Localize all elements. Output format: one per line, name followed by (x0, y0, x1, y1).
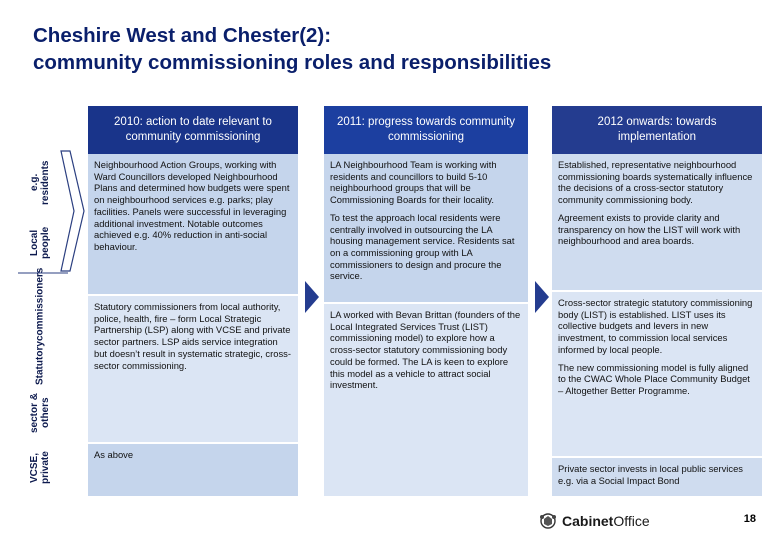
row-label-local-people (18, 152, 62, 272)
column-header-2010: 2010: action to date relevant to community commissioning (88, 106, 298, 154)
cell-text: To test the approach local residents were centrally involved in outsourcing the LA housing management service. Residents sat on a commissioning group with LA commissioners to design and procure the service. (330, 211, 515, 282)
cell-2012-vcse (552, 458, 762, 496)
row-label-statutory-line2: commissioners (34, 267, 46, 341)
crest-icon (538, 511, 558, 531)
row-label-vcse-line2: sector & others (29, 393, 51, 434)
column-header-2011: 2011: progress towards community commissioning (324, 106, 528, 154)
cell-2010-vcse (88, 444, 298, 496)
cell-text: As above (94, 449, 134, 460)
cell-text: Established, representative neighbourhood commissioning boards systematically influence the decisions of a cross-sector statutory community commissioning body. (558, 159, 753, 206)
cell-text: Agreement exists to provide clarity and transparency on how the LIST will work with neighbourhood and area boards. (558, 211, 741, 247)
progress-arrow-icon (534, 280, 550, 314)
progress-arrow-icon (304, 280, 320, 314)
cell-text: Private sector invests in local public services e.g. via a Social Impact Bond (558, 463, 743, 486)
title-line-2: community commissioning roles and responsibilities (33, 51, 552, 74)
row-label-vcse-line1: VCSE, private (29, 451, 51, 485)
cell-2010-local-people (88, 154, 298, 294)
page-title (33, 22, 753, 76)
logo-text-bold: Cabinet (562, 513, 614, 529)
row-divider (18, 272, 68, 274)
cell-2012-statutory (552, 292, 762, 456)
cell-2011-local-people (324, 154, 528, 302)
title-line-1: Cheshire West and Chester(2): (33, 24, 332, 47)
logo-text-rest: Office (613, 513, 650, 529)
row-label-local-people-line2: e.g. residents (29, 160, 51, 206)
row-label-statutory (18, 267, 62, 385)
column-header-2012: 2012 onwards: towards implementation (552, 106, 762, 154)
page-number: 18 (743, 513, 756, 525)
cell-text: The new commissioning model is fully aligned to the CWAC Whole Place Community Budget – Altogether Better Programme. (558, 361, 750, 396)
cell-text: LA worked with Bevan Brittan (founders of the Local Integrated Services Trust (LIST) commissioning model) to explore how a cross-sector statutory commissioning body could be formed. The LA is keen to explore this model as a vehicle to attract social investment. (330, 309, 521, 391)
row-label-local-people-line1: Local people (29, 226, 51, 259)
cell-text: Statutory commissioners from local authority, police, health, fire – form Local Strategic Partnership (LSP) along with VCSE and private sector partners. LSP aids service integration but doesn’t result in systematic strategic, cross-sector commissioning. (94, 301, 291, 371)
cell-text: LA Neighbourhood Team is working with residents and councillors to build 5-10 neighbourhood groups that will be Commissioning Boards for their locality. (330, 159, 497, 206)
cell-text: Cross-sector strategic statutory commissioning body (LIST) is established. LIST uses its collective budgets and levers in new investment, to commission local services informed by local people. (558, 297, 753, 355)
cell-2010-statutory (88, 296, 298, 442)
row-label-statutory-line1: Statutory (34, 340, 46, 385)
cell-text: Neighbourhood Action Groups, working with Ward Councillors developed Neighbourhood Plans and determined how budgets were spent on neighbourhood services e.g. parks; play facilities. Panels were successful in leveraging additional investment. Notable outcomes achieved e.g. 40% reduction in anti-social behaviour. (94, 159, 290, 252)
cell-2011-statutory (324, 304, 528, 496)
cabinet-office-logo (538, 511, 650, 531)
row-label-vcse (18, 384, 62, 494)
cell-2012-local-people (552, 154, 762, 290)
row-chevron-icon (60, 150, 86, 272)
